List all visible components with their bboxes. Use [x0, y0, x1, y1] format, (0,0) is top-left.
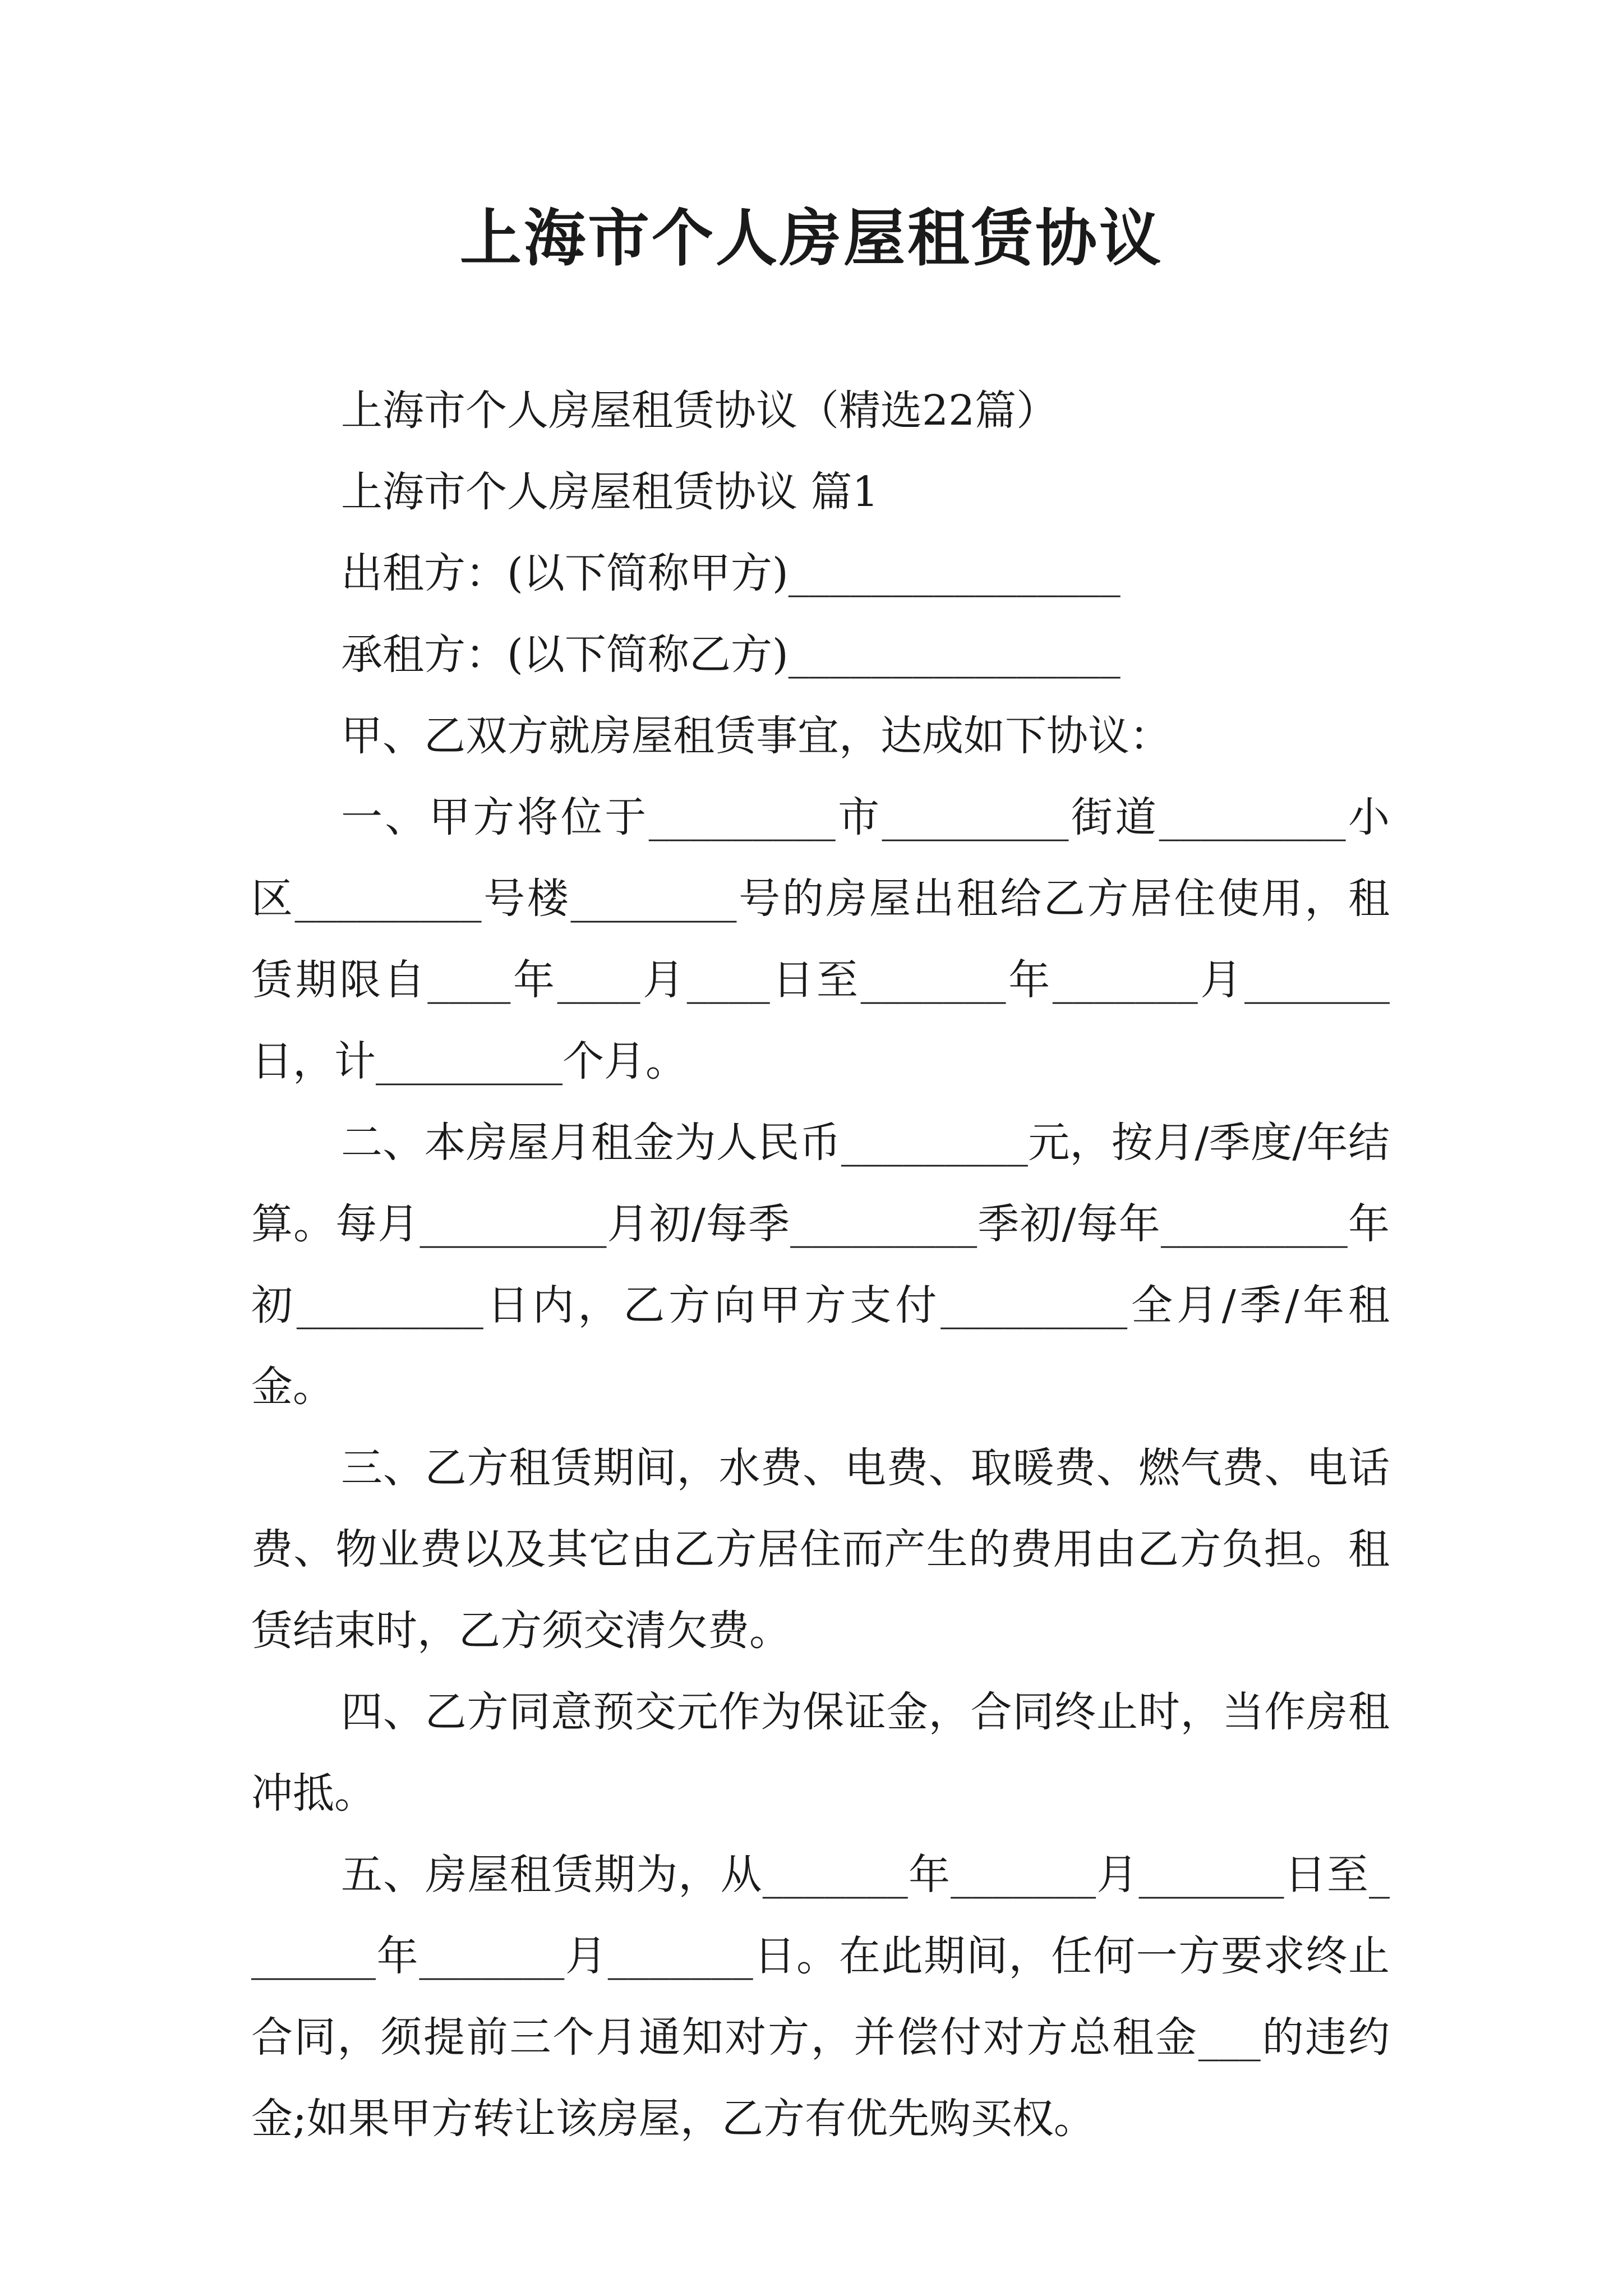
paragraph-clause-5: 五、房屋租赁期为，从_______年_______月_______日至_______年_______月_______日。在此期间，任何一方要求终止合同，须提前三个月通知对方，并偿付对方总租金___的违约金;如果甲方转让该房屋，乙方有优先购买权。 [251, 1851, 1390, 2143]
paragraph-clause-3: 三、乙方租赁期间，水费、电费、取暖费、燃气费、电话费、物业费以及其它由乙方居住而产生的费用由乙方负担。租赁结束时，乙方须交清欠费。 [251, 1444, 1390, 1655]
paragraph-section-heading: 上海市个人房屋租赁协议 篇1 [341, 468, 879, 516]
document-body [251, 370, 1390, 2160]
paragraph-lessee: 承租方：(以下简称乙方)________________ [341, 631, 1121, 679]
document-title: 上海市个人房屋租赁协议 [460, 202, 1163, 274]
paragraph-subtitle: 上海市个人房屋租赁协议（精选22篇） [341, 386, 1058, 435]
paragraph-agreement-intro: 甲、乙双方就房屋租赁事宜，达成如下协议： [341, 712, 1171, 760]
paragraph-clause-2: 二、本房屋月租金为人民币_________元，按月/季度/年结算。每月_________月初/每季_________季初/每年_________年初_________日内，乙方向甲方支付_________全月/季/年租金。 [251, 1119, 1390, 1411]
paragraph-clause-1: 一、甲方将位于_________市_________街道_________小区_________号楼________号的房屋出租给乙方居住使用，租赁期限自____年____月____日至_______年_______月_______日，计_________个月。 [251, 793, 1390, 1085]
paragraph-clause-4: 四、乙方同意预交元作为保证金，合同终止时，当作房租冲抵。 [251, 1688, 1390, 1818]
paragraph-lessor: 出租方：(以下简称甲方)________________ [341, 549, 1121, 597]
